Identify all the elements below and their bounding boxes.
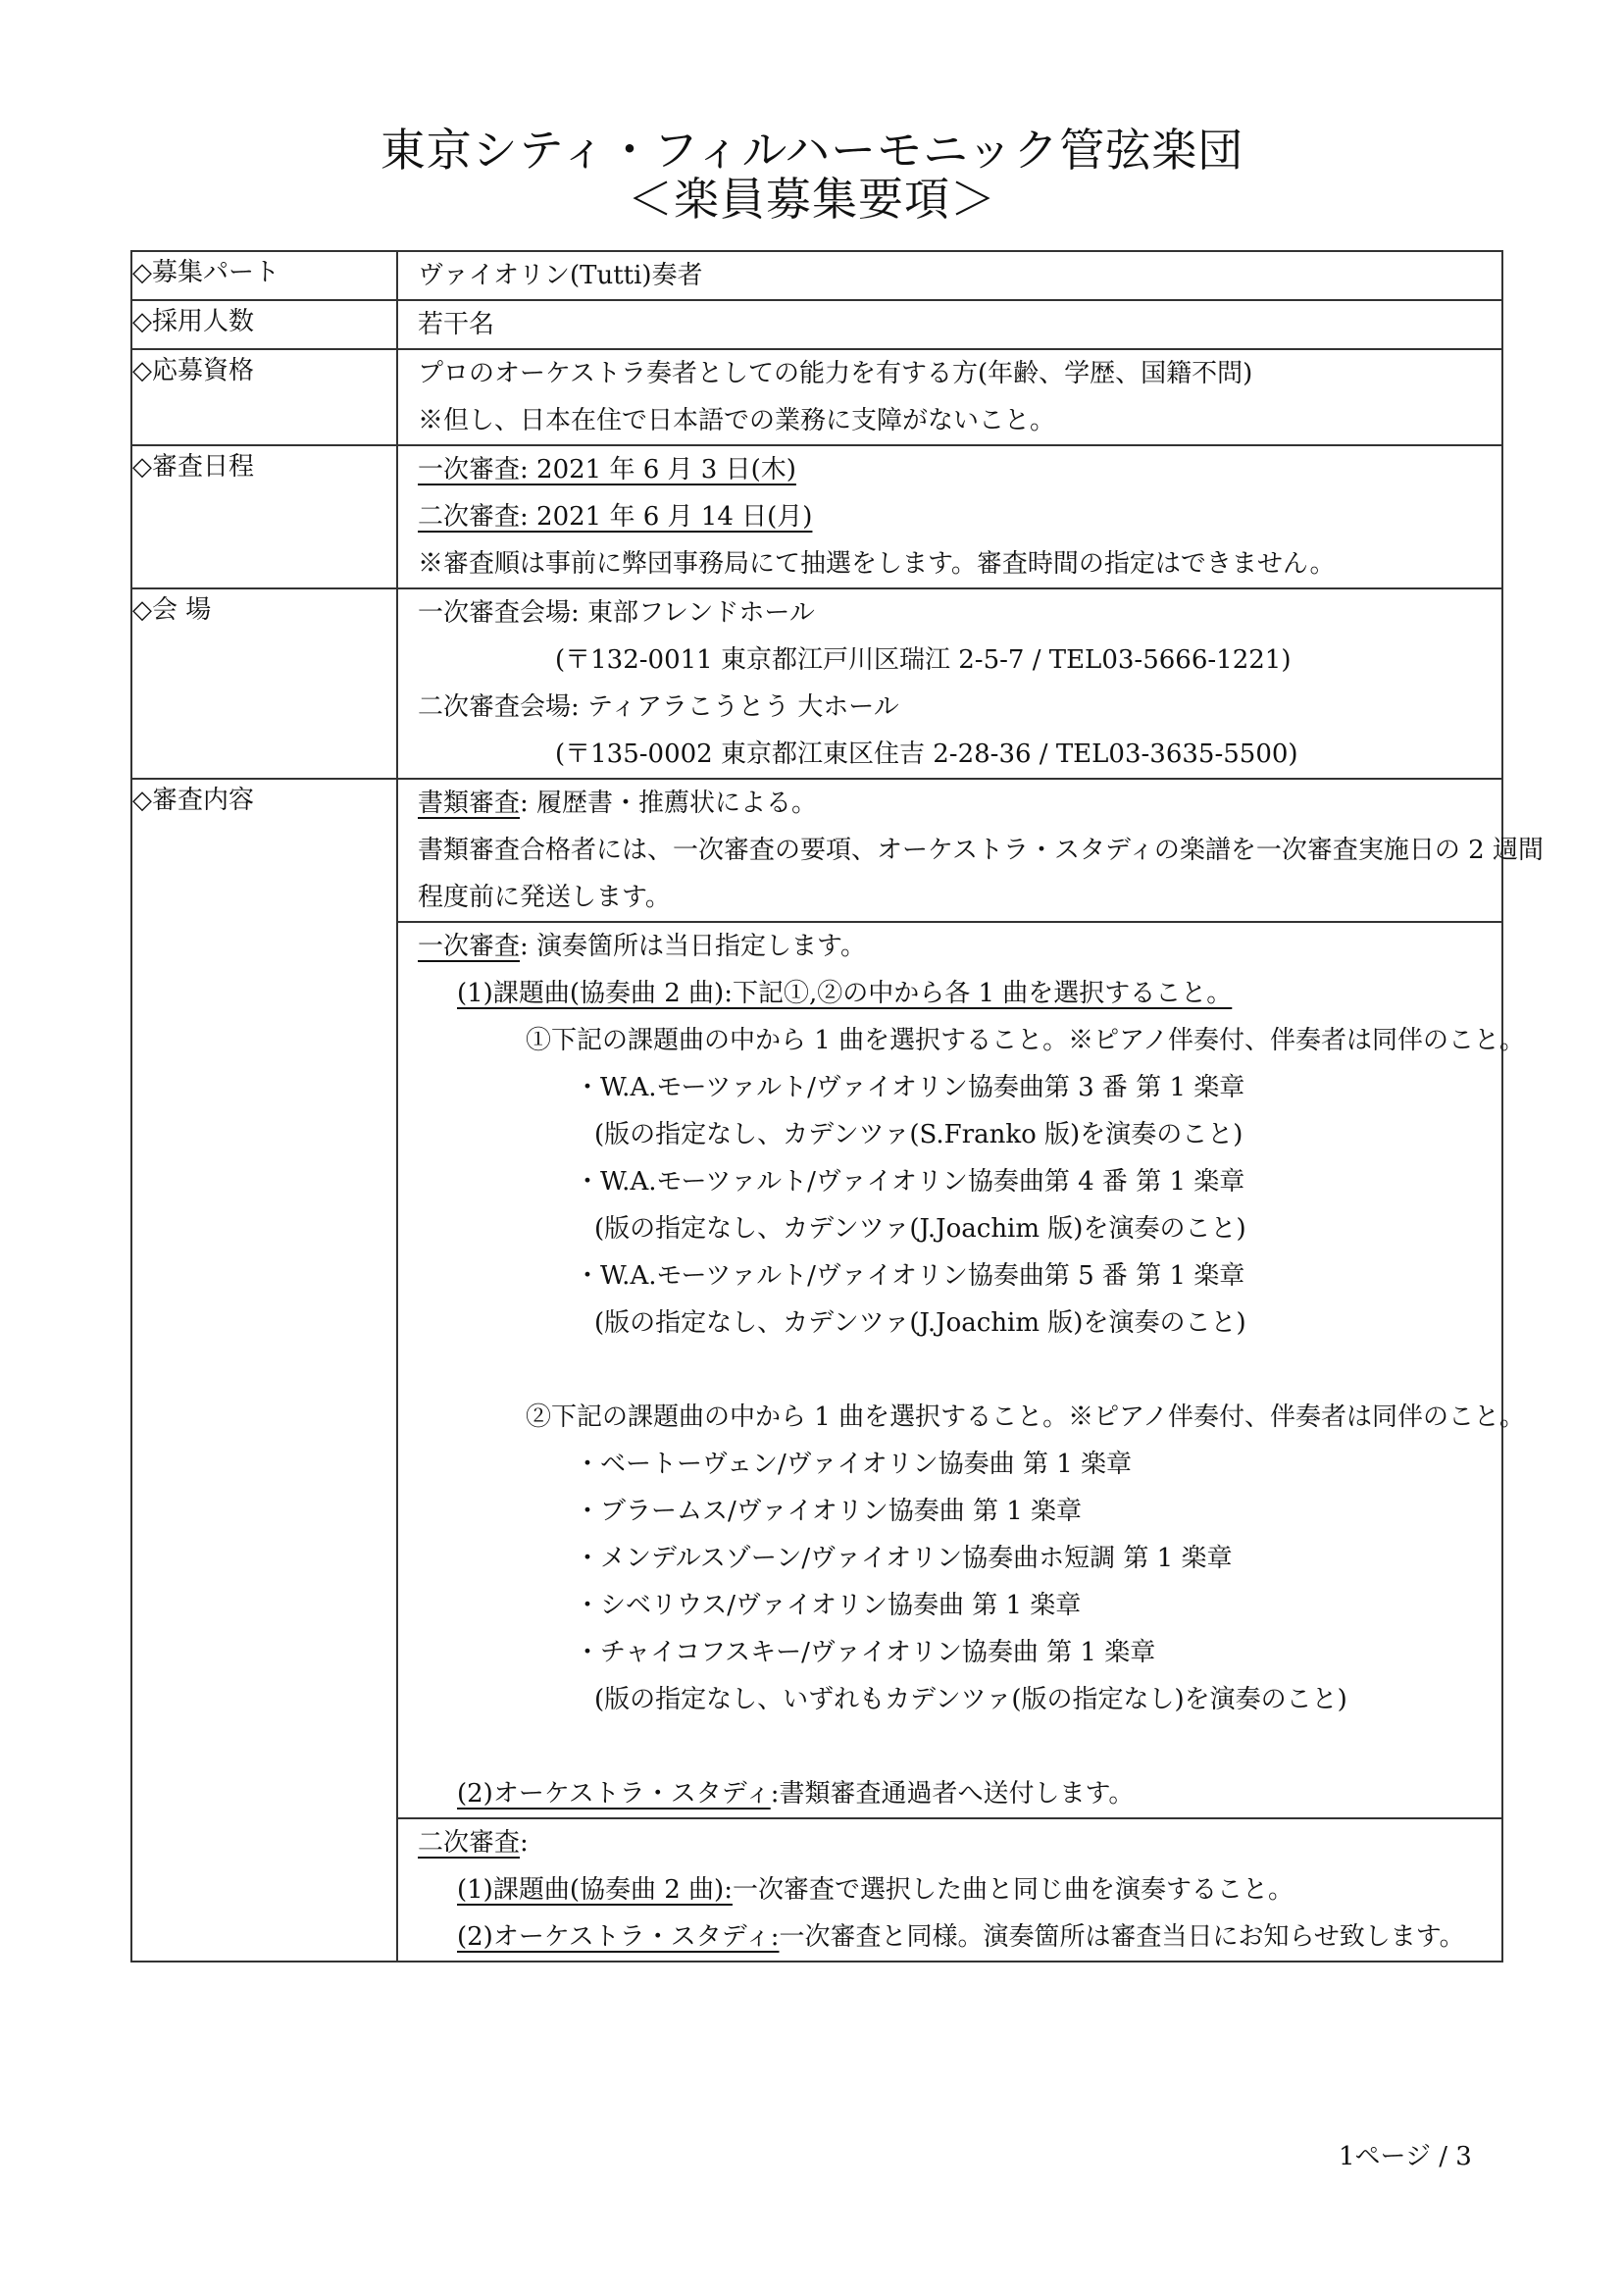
- row-venue: [131, 588, 1502, 779]
- first-item-1: (1)課題曲(協奏曲 2 曲):下記①,②の中から各 1 曲を選択すること。: [457, 979, 1233, 1008]
- value-count: 若干名: [418, 310, 495, 339]
- qualification-text: プロのオーケストラ奏者としての能力を有する方(年齢、学歴、国籍不問): [418, 359, 1253, 388]
- first-audition-heading: 一次審査: [418, 932, 521, 961]
- row-count: [131, 300, 1502, 349]
- row-qualification: [131, 349, 1502, 445]
- group1-intro: ①下記の課題曲の中から 1 曲を選択すること。※ピアノ伴奏付、伴奏者は同伴のこと。: [526, 1026, 1525, 1055]
- list-item-note: (版の指定なし、カデンツァ(J.Joachim 版)を演奏のこと): [594, 1214, 1246, 1244]
- list-item: ・ブラームス/ヴァイオリン協奏曲 第 1 楽章: [575, 1497, 1083, 1526]
- label-count: ◇採用人数: [131, 300, 397, 349]
- label-schedule: ◇審査日程: [131, 445, 397, 588]
- label-part: ◇募集パート: [131, 251, 397, 300]
- docs-heading: 書類審査: [418, 789, 521, 818]
- first-audition-heading-text: : 演奏箇所は当日指定します。: [520, 932, 866, 961]
- row-schedule: [131, 445, 1502, 588]
- row-content-docs: [131, 779, 1502, 922]
- list-item: ・メンデルスゾーン/ヴァイオリン協奏曲ホ短調 第 1 楽章: [575, 1544, 1233, 1573]
- schedule-note: ※審査順は事前に弊団事務局にて抽選をします。審査時間の指定はできません。: [418, 549, 1336, 579]
- label-qualification: ◇応募資格: [131, 349, 397, 445]
- qualification-note: ※但し、日本在住で日本語での業務に支障がないこと。: [418, 406, 1056, 435]
- venue-first-address: (〒132-0011 東京都江戸川区瑞江 2-5-7 / TEL03-5666-1221): [555, 645, 1292, 675]
- second-item-2-heading: (2)オーケストラ・スタディ:: [457, 1922, 780, 1952]
- first-item-2-heading: (2)オーケストラ・スタディ: [457, 1779, 771, 1809]
- second-item-1-heading: (1)課題曲(協奏曲 2 曲):: [457, 1875, 733, 1905]
- venue-second-address: (〒135-0002 東京都江東区住吉 2-28-36 / TEL03-3635-5500): [555, 739, 1298, 769]
- first-item-2-text: :書類審査通過者へ送付します。: [770, 1779, 1135, 1809]
- venue-first: 一次審査会場: 東部フレンドホール: [418, 598, 815, 628]
- list-item-note: (版の指定なし、カデンツァ(J.Joachim 版)を演奏のこと): [594, 1308, 1246, 1338]
- list-item: ・W.A.モーツァルト/ヴァイオリン協奏曲第 5 番 第 1 楽章: [575, 1261, 1245, 1291]
- docs-text-cont: 程度前に発送します。: [418, 883, 671, 912]
- list-item: ・ベートーヴェン/ヴァイオリン協奏曲 第 1 楽章: [575, 1450, 1133, 1479]
- venue-second: 二次審査会場: ティアラこうとう 大ホール: [418, 692, 899, 722]
- list-item: ・シベリウス/ヴァイオリン協奏曲 第 1 楽章: [575, 1591, 1082, 1620]
- second-audition-heading: 二次審査: [418, 1828, 521, 1858]
- list-item: ・W.A.モーツァルト/ヴァイオリン協奏曲第 3 番 第 1 楽章: [575, 1073, 1245, 1102]
- second-audition-heading-text: :: [520, 1828, 529, 1858]
- list-item: ・W.A.モーツァルト/ヴァイオリン協奏曲第 4 番 第 1 楽章: [575, 1167, 1245, 1197]
- requirements-table: [130, 250, 1544, 1963]
- value-part: ヴァイオリン(Tutti)奏者: [418, 261, 703, 290]
- page-number: 1ページ / 3: [1339, 2142, 1472, 2171]
- schedule-first: 一次審査: 2021 年 6 月 3 日(木): [418, 455, 796, 484]
- label-content: ◇審査内容: [131, 779, 397, 1962]
- spacer: [398, 1723, 1501, 1770]
- list-item-note: (版の指定なし、カデンツァ(S.Franko 版)を演奏のこと): [594, 1120, 1243, 1149]
- second-item-2-text: 一次審査と同様。演奏箇所は審査当日にお知らせ致します。: [779, 1922, 1465, 1952]
- list-item-note: (版の指定なし、いずれもカデンツァ(版の指定なし)を演奏のこと): [594, 1685, 1347, 1714]
- spacer: [398, 1347, 1501, 1394]
- docs-text: 書類審査合格者には、一次審査の要項、オーケストラ・スタディの楽譜を一次審査実施日の 2 週間: [418, 836, 1544, 865]
- docs-heading-text: : 履歴書・推薦状による。: [520, 789, 818, 818]
- second-item-1-text: 一次審査で選択した曲と同じ曲を演奏すること。: [732, 1875, 1294, 1905]
- list-item: ・チャイコフスキー/ヴァイオリン協奏曲 第 1 楽章: [575, 1638, 1156, 1667]
- row-part: [131, 251, 1502, 300]
- label-venue: ◇会 場: [131, 588, 397, 779]
- schedule-second: 二次審査: 2021 年 6 月 14 日(月): [418, 502, 813, 532]
- group2-intro: ②下記の課題曲の中から 1 曲を選択すること。※ピアノ伴奏付、伴奏者は同伴のこと。: [526, 1402, 1525, 1432]
- document-subtitle: ＜楽員募集要項＞: [628, 173, 996, 226]
- document-title: 東京シティ・フィルハーモニック管弦楽団: [380, 124, 1244, 177]
